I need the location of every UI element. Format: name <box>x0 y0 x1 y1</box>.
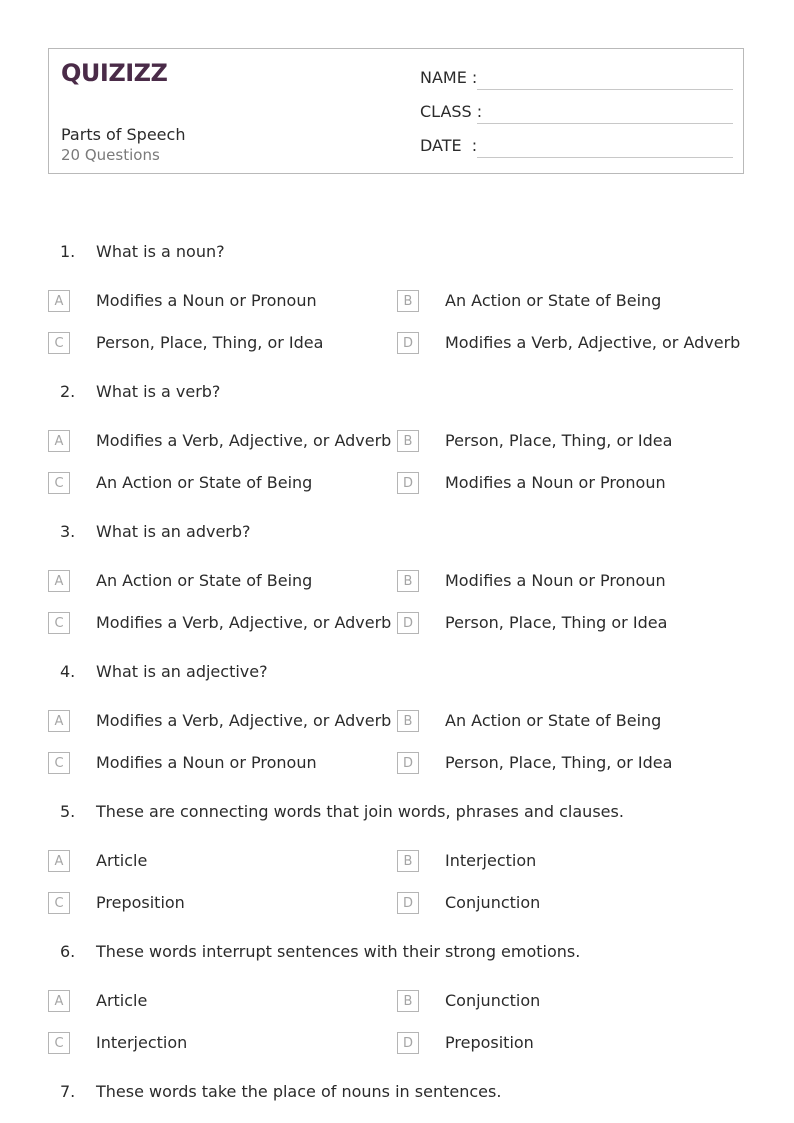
answer-letter-box[interactable]: B <box>397 430 419 452</box>
answer-text: An Action or State of Being <box>445 291 662 310</box>
worksheet-title: Parts of Speech <box>61 125 186 144</box>
answer-letter-box[interactable]: D <box>397 752 419 774</box>
answer-text: Conjunction <box>445 991 541 1010</box>
answer-letter-box[interactable]: B <box>397 290 419 312</box>
answer-letter-box[interactable]: A <box>48 850 70 872</box>
answer-text: Interjection <box>445 851 537 870</box>
question-number: 7. <box>60 1082 76 1101</box>
answer-letter-box[interactable]: A <box>48 990 70 1012</box>
answer-letter-box[interactable]: C <box>48 472 70 494</box>
class-line <box>477 123 733 124</box>
answer-letter-box[interactable]: B <box>397 570 419 592</box>
question-number: 6. <box>60 942 76 961</box>
quizizz-logo: QUIZIZZ <box>61 59 168 87</box>
answer-letter-box[interactable]: C <box>48 612 70 634</box>
question-text: These words take the place of nouns in sentences. <box>96 1082 502 1101</box>
answer-letter-box[interactable]: C <box>48 1032 70 1054</box>
question-text: What is an adverb? <box>96 522 251 541</box>
question-number: 2. <box>60 382 76 401</box>
answer-text: Modifies a Verb, Adjective, or Adverb <box>96 711 392 730</box>
answer-text: Modifies a Verb, Adjective, or Adverb <box>96 431 392 450</box>
date-line <box>477 157 733 158</box>
answer-text: Modifies a Noun or Pronoun <box>96 291 317 310</box>
class-label: CLASS : <box>420 102 483 121</box>
answer-text: Person, Place, Thing or Idea <box>445 613 668 632</box>
answer-letter-box[interactable]: B <box>397 990 419 1012</box>
answer-letter-box[interactable]: A <box>48 570 70 592</box>
answer-text: Preposition <box>96 893 185 912</box>
answer-text: Interjection <box>96 1033 188 1052</box>
answer-text: Person, Place, Thing, or Idea <box>96 333 324 352</box>
answer-letter-box[interactable]: C <box>48 332 70 354</box>
answer-letter-box[interactable]: B <box>397 710 419 732</box>
question-text: What is a noun? <box>96 242 225 261</box>
name-label: NAME : <box>420 68 478 87</box>
answer-letter-box[interactable]: D <box>397 332 419 354</box>
answer-text: An Action or State of Being <box>445 711 662 730</box>
answer-text: Person, Place, Thing, or Idea <box>445 753 673 772</box>
answer-text: Preposition <box>445 1033 534 1052</box>
worksheet-header <box>48 48 744 174</box>
answer-text: Modifies a Verb, Adjective, or Adverb <box>96 613 392 632</box>
answer-text: An Action or State of Being <box>96 571 313 590</box>
answer-text: Modifies a Noun or Pronoun <box>445 571 666 590</box>
answer-letter-box[interactable]: D <box>397 892 419 914</box>
question-number: 3. <box>60 522 76 541</box>
question-number: 4. <box>60 662 76 681</box>
answer-text: Article <box>96 991 148 1010</box>
question-number: 1. <box>60 242 76 261</box>
answer-letter-box[interactable]: C <box>48 752 70 774</box>
answer-letter-box[interactable]: B <box>397 850 419 872</box>
answer-text: Modifies a Noun or Pronoun <box>445 473 666 492</box>
answer-letter-box[interactable]: D <box>397 1032 419 1054</box>
question-text: These words interrupt sentences with their strong emotions. <box>96 942 581 961</box>
question-count: 20 Questions <box>61 146 160 164</box>
answer-letter-box[interactable]: D <box>397 612 419 634</box>
answer-text: Modifies a Verb, Adjective, or Adverb <box>445 333 741 352</box>
answer-text: Person, Place, Thing, or Idea <box>445 431 673 450</box>
answer-text: Article <box>96 851 148 870</box>
answer-letter-box[interactable]: A <box>48 290 70 312</box>
answer-text: Conjunction <box>445 893 541 912</box>
question-text: What is an adjective? <box>96 662 268 681</box>
answer-text: An Action or State of Being <box>96 473 313 492</box>
date-label: DATE : <box>420 136 478 155</box>
answer-letter-box[interactable]: D <box>397 472 419 494</box>
answer-letter-box[interactable]: C <box>48 892 70 914</box>
name-line <box>477 89 733 90</box>
question-number: 5. <box>60 802 76 821</box>
answer-letter-box[interactable]: A <box>48 710 70 732</box>
answer-letter-box[interactable]: A <box>48 430 70 452</box>
question-text: What is a verb? <box>96 382 221 401</box>
question-text: These are connecting words that join words, phrases and clauses. <box>96 802 624 821</box>
answer-text: Modifies a Noun or Pronoun <box>96 753 317 772</box>
